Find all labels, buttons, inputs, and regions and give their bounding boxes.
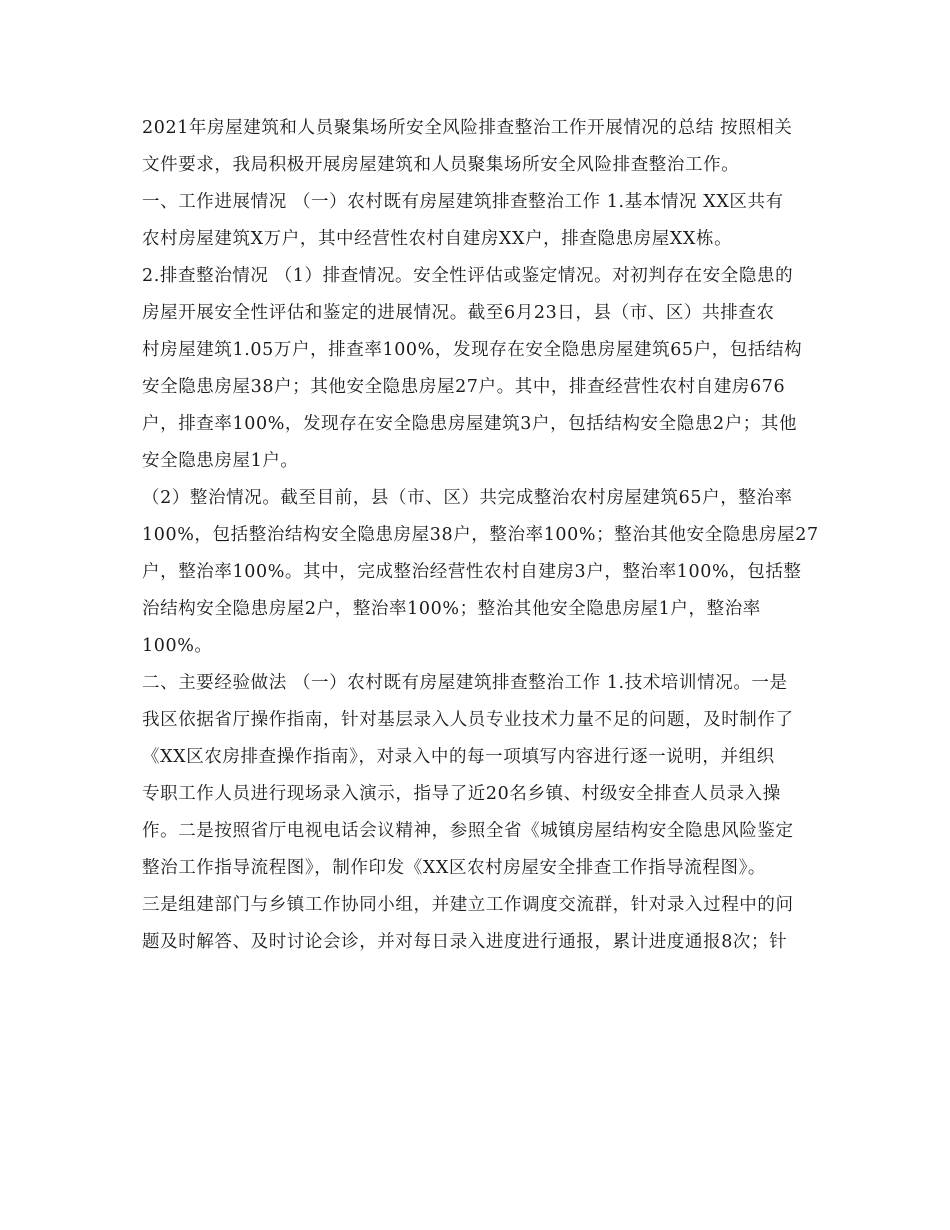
text-line: 100%。: [142, 636, 213, 656]
text-line: 2.排查整治情况 （1）排查情况。安全性评估或鉴定情况。对初判存在安全隐患的: [142, 266, 794, 286]
text-line: 三是组建部门与乡镇工作协同小组，并建立工作调度交流群，针对录入过程中的问: [142, 895, 794, 915]
text-line: 安全隐患房屋1户。: [142, 451, 299, 471]
text-line: 二、主要经验做法 （一）农村既有房屋建筑排查整治工作 1.技术培训情况。一是: [142, 673, 788, 693]
text-line: 农村房屋建筑X万户，其中经营性农村自建房XX户，排查隐患房屋XX栋。: [142, 229, 733, 249]
text-line: 题及时解答、及时讨论会诊，并对每日录入进度进行通报，累计进度通报8次；针: [142, 932, 788, 952]
text-line: 安全隐患房屋38户；其他安全隐患房屋27户。其中，排查经营性农村自建房676: [142, 377, 786, 397]
text-line: 《XX区农房排查操作指南》，对录入中的每一项填写内容进行逐一说明，并组织: [142, 747, 775, 767]
document-body: [142, 110, 819, 961]
text-line: 户，排查率100%，发现存在安全隐患房屋建筑3户，包括结构安全隐患2户；其他: [142, 414, 798, 434]
text-line: 作。二是按照省厅电视电话会议精神，参照全省《城镇房屋结构安全隐患风险鉴定: [142, 821, 794, 841]
text-line: 文件要求，我局积极开展房屋建筑和人员聚集场所安全风险排查整治工作。: [142, 155, 740, 175]
text-line: 我区依据省厅操作指南，针对基层录入人员专业技术力量不足的问题，及时制作了: [142, 710, 794, 730]
text-line: 一、工作进展情况 （一）农村既有房屋建筑排查整治工作 1.基本情况 XX区共有: [142, 192, 784, 212]
text-line: 100%，包括整治结构安全隐患房屋38户，整治率100%；整治其他安全隐患房屋27: [142, 525, 819, 545]
text-line: 村房屋建筑1.05万户，排查率100%，发现存在安全隐患房屋建筑65户，包括结构: [142, 340, 803, 360]
text-line: 整治工作指导流程图》，制作印发《XX区农村房屋安全排查工作指导流程图》。: [142, 858, 767, 878]
text-line: 户，整治率100%。其中，完成整治经营性农村自建房3户，整治率100%，包括整: [142, 562, 802, 582]
text-line: 房屋开展安全性评估和鉴定的进展情况。截至6月23日，县（市、区）共排查农: [142, 303, 775, 323]
text-line: 专职工作人员进行现场录入演示，指导了近20名乡镇、村级安全排查人员录入操: [142, 784, 781, 804]
text-line: 治结构安全隐患房屋2户，整治率100%；整治其他安全隐患房屋1户，整治率: [142, 599, 761, 619]
text-line: 2021年房屋建筑和人员聚集场所安全风险排查整治工作开展情况的总结 按照相关: [142, 118, 793, 138]
text-line: （2）整治情况。截至目前，县（市、区）共完成整治农村房屋建筑65户，整治率: [142, 488, 793, 508]
